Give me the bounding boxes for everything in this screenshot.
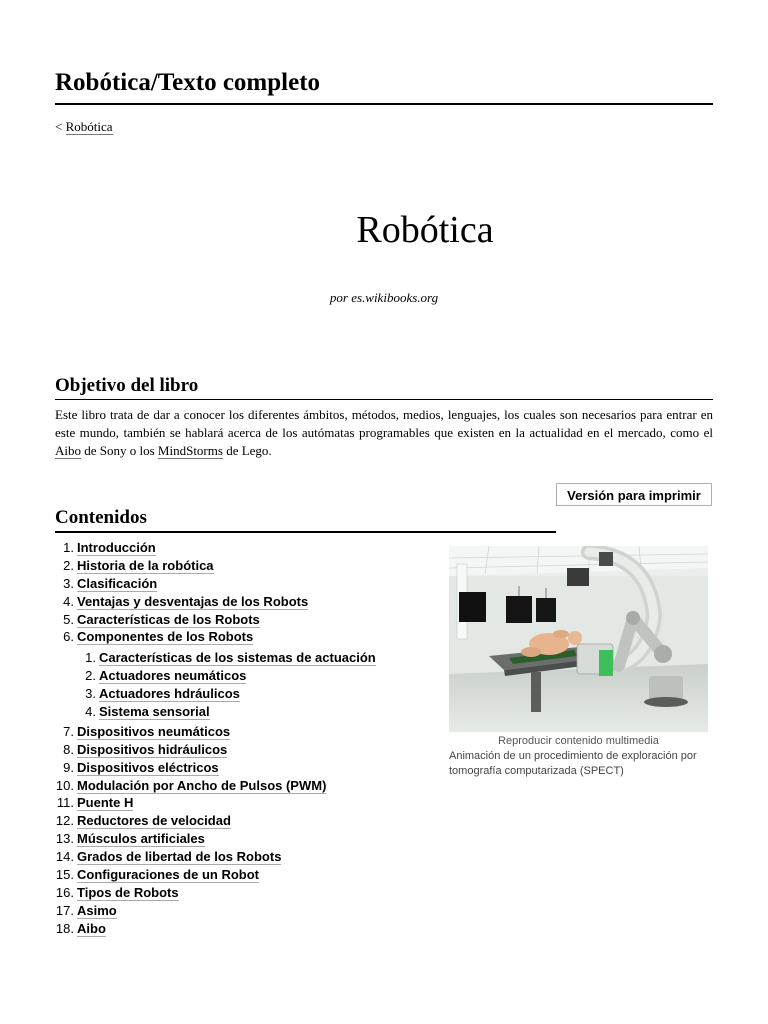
robotic-scan-animation-image[interactable] bbox=[449, 546, 708, 732]
toc-link-sistema-sensorial[interactable]: Sistema sensorial bbox=[99, 704, 210, 720]
toc-subitem bbox=[77, 685, 376, 703]
toc-link-dispositivos-hidraulicos[interactable]: Dispositivos hidráulicos bbox=[77, 741, 228, 757]
toc-subitem bbox=[77, 703, 376, 721]
toc-number: 5. bbox=[63, 611, 74, 627]
toc-link-actuadores-hidraulicos[interactable]: Actuadores hdráulicos bbox=[99, 686, 240, 702]
toc-link-introduccion[interactable]: Introducción bbox=[77, 540, 156, 555]
toc-number: 8. bbox=[63, 741, 74, 757]
toc-link-asimo[interactable]: Asimo bbox=[77, 902, 117, 918]
toc-item bbox=[55, 557, 376, 575]
toc-number: 12. bbox=[55, 813, 74, 829]
toc-number: 7. bbox=[63, 723, 74, 739]
toc-link-configuraciones[interactable]: Configuraciones de un Robot bbox=[77, 867, 259, 883]
toc-link-aibo[interactable]: Aibo bbox=[77, 920, 106, 936]
toc-link-dispositivos-electricos[interactable]: Dispositivos eléctricos bbox=[77, 759, 219, 775]
table-of-contents bbox=[55, 539, 376, 938]
print-version-button[interactable]: Versión para imprimir bbox=[556, 483, 712, 506]
toc-item bbox=[55, 723, 376, 741]
mindstorms-link[interactable]: MindStorms bbox=[157, 443, 223, 458]
toc-item bbox=[55, 777, 376, 795]
toc-item bbox=[55, 812, 376, 830]
breadcrumb bbox=[55, 119, 113, 135]
aibo-link[interactable]: Aibo bbox=[55, 443, 81, 458]
contents-heading: Contenidos bbox=[55, 507, 556, 533]
toc-item bbox=[55, 575, 376, 593]
toc-item bbox=[55, 611, 376, 629]
toc-number: 4. bbox=[85, 704, 96, 720]
toc-sub-container bbox=[55, 649, 376, 721]
toc-number: 18. bbox=[55, 920, 74, 936]
toc-number: 4. bbox=[63, 593, 74, 609]
toc-number: 10. bbox=[55, 777, 74, 793]
toc-subitem bbox=[77, 649, 376, 667]
toc-sublist bbox=[77, 649, 376, 721]
toc-item bbox=[55, 628, 376, 646]
toc-link-grados-libertad[interactable]: Grados de libertad de los Robots bbox=[77, 849, 282, 865]
toc-link-clasificacion[interactable]: Clasificación bbox=[77, 575, 158, 591]
figure-caption: Animación de un procedimiento de exploración por tomografía computarizada (SPECT) bbox=[449, 750, 697, 777]
play-media-link[interactable]: Reproducir contenido multimedia bbox=[498, 735, 659, 747]
media-figure bbox=[449, 546, 708, 779]
toc-link-tipos[interactable]: Tipos de Robots bbox=[77, 884, 179, 900]
page-title: Robótica/Texto completo bbox=[55, 66, 713, 105]
toc-link-sistemas-actuacion[interactable]: Características de los sistemas de actuación bbox=[99, 650, 376, 666]
toc-link-pwm[interactable]: Modulación por Ancho de Pulsos (PWM) bbox=[77, 777, 327, 793]
toc-item bbox=[55, 866, 376, 884]
toc-link-componentes[interactable]: Componentes de los Robots bbox=[77, 629, 254, 645]
toc-number: 2. bbox=[63, 557, 74, 573]
toc-number: 3. bbox=[85, 686, 96, 702]
objective-paragraph bbox=[55, 406, 713, 460]
toc-link-reductores[interactable]: Reductores de velocidad bbox=[77, 813, 231, 829]
toc-number: 1. bbox=[63, 540, 74, 555]
toc-number: 2. bbox=[85, 668, 96, 684]
book-author: por es.wikibooks.org bbox=[329, 290, 439, 305]
toc-number: 6. bbox=[63, 629, 74, 645]
toc-link-puente-h[interactable]: Puente H bbox=[77, 795, 134, 811]
toc-number: 9. bbox=[63, 759, 74, 775]
toc-item bbox=[55, 848, 376, 866]
toc-link-dispositivos-neumaticos[interactable]: Dispositivos neumáticos bbox=[77, 723, 231, 739]
toc-subitem bbox=[77, 667, 376, 685]
toc-item bbox=[55, 884, 376, 902]
toc-number: 16. bbox=[55, 884, 74, 900]
toc-number: 3. bbox=[63, 575, 74, 591]
toc-number: 17. bbox=[55, 902, 74, 918]
objective-heading: Objetivo del libro bbox=[55, 375, 713, 400]
toc-item bbox=[55, 539, 376, 557]
objective-text-3: de Lego. bbox=[222, 443, 272, 458]
toc-item bbox=[55, 759, 376, 777]
toc-link-actuadores-neumaticos[interactable]: Actuadores neumáticos bbox=[99, 668, 247, 684]
toc-link-ventajas[interactable]: Ventajas y desventajas de los Robots bbox=[77, 593, 309, 609]
objective-text-2: de Sony o los bbox=[81, 443, 158, 458]
book-title: Robótica bbox=[356, 209, 494, 251]
toc-number: 1. bbox=[85, 650, 96, 666]
objective-text-1: Este libro trata de dar a conocer los diferentes ámbitos, métodos, medios, lenguajes, los cuales son necesarios para entrar en este mundo, también se hablará acerca de los autómatas programables que existen en la actualidad en el mercado, como el bbox=[55, 407, 713, 440]
breadcrumb-link-robotica[interactable]: Robótica bbox=[65, 119, 113, 134]
toc-item bbox=[55, 741, 376, 759]
toc-link-historia[interactable]: Historia de la robótica bbox=[77, 557, 214, 573]
toc-item bbox=[55, 830, 376, 848]
toc-link-musculos[interactable]: Músculos artificiales bbox=[77, 831, 205, 847]
toc-item bbox=[55, 902, 376, 920]
toc-item bbox=[55, 794, 376, 812]
toc-item bbox=[55, 593, 376, 611]
toc-number: 11. bbox=[56, 795, 74, 811]
toc-number: 13. bbox=[55, 831, 74, 847]
toc-item bbox=[55, 920, 376, 938]
toc-number: 15. bbox=[55, 867, 74, 883]
toc-number: 14. bbox=[55, 849, 74, 865]
toc-link-caracteristicas[interactable]: Características de los Robots bbox=[77, 611, 260, 627]
breadcrumb-prefix: < bbox=[55, 119, 66, 134]
